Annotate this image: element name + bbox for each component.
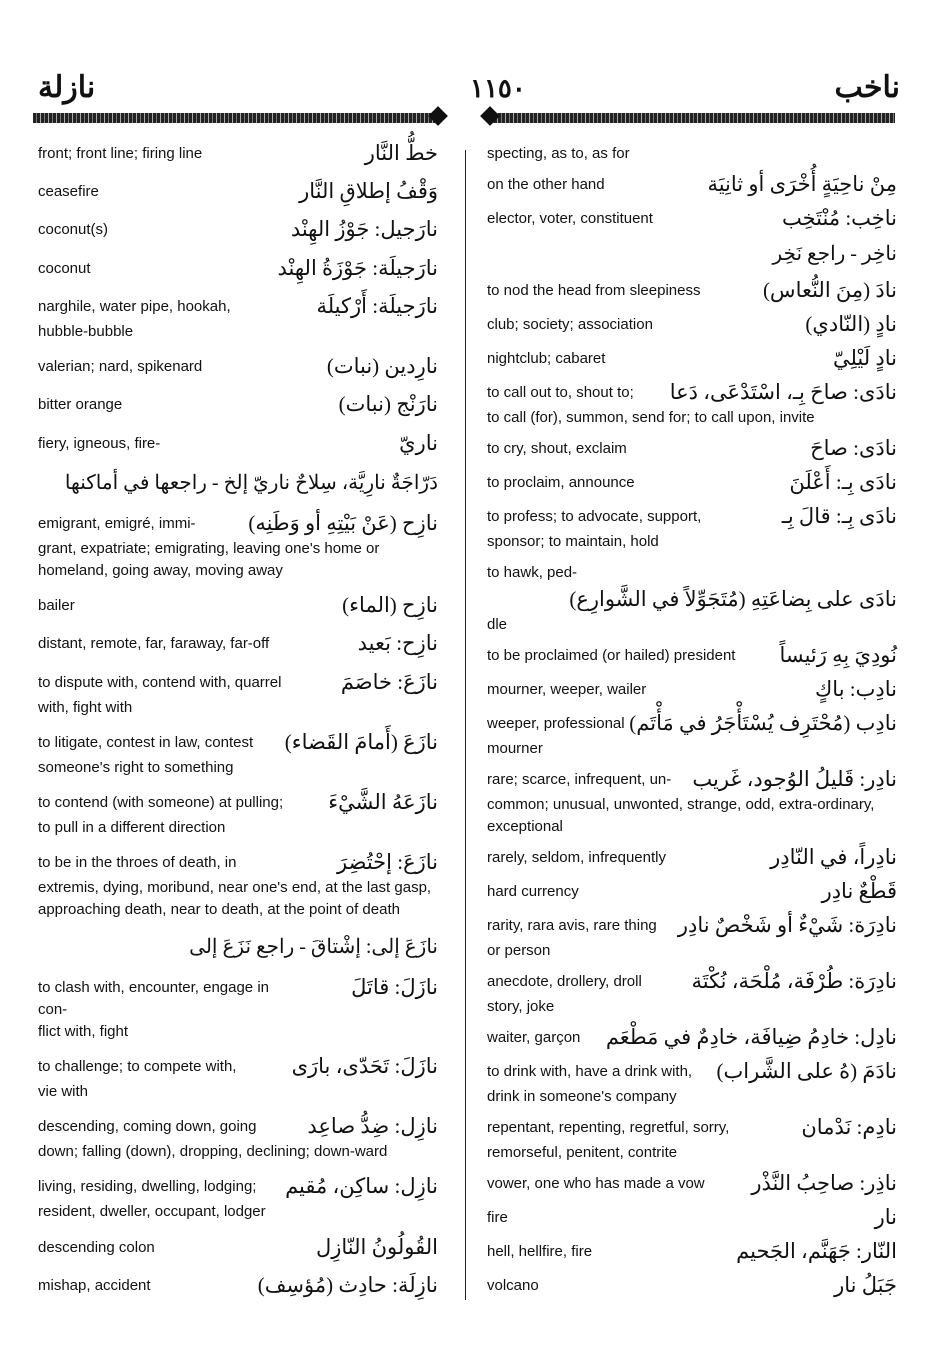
arabic-headword: نادِرَة: طُرْفَة، مُلْحَة، نُكْتَة (691, 969, 897, 993)
english-definition: narghile, water pipe, hookah, (38, 297, 231, 315)
arabic-headword: نارَجيلَة: جَوْزَةُ الهِنْد (277, 255, 438, 280)
arabic-headword: نار (874, 1205, 897, 1229)
arabic-cross-reference: نازَعَ إلى: إشْتاقَ - راجع نَزَعَ إلى (189, 935, 438, 958)
dictionary-entry (38, 727, 438, 779)
english-definition: to dispute with, contend with, quarrel (38, 673, 282, 691)
dictionary-entry (487, 1168, 897, 1198)
english-definition: rarity, rara avis, rare thing (487, 917, 657, 934)
english-definition: vower, one who has made a vow (487, 1175, 705, 1192)
english-definition: mishap, accident (38, 1276, 151, 1294)
dictionary-entry (487, 237, 897, 271)
english-definition: front; front line; firing line (38, 145, 203, 162)
arabic-headword: نازَلَ: تَحَدّى، بارَى (291, 1053, 438, 1078)
dictionary-entry (487, 640, 897, 670)
arabic-headword: نادَمَ (هُ على الشَّراب) (716, 1059, 897, 1083)
english-definition: to be proclaimed (or hailed) president (487, 647, 736, 664)
arabic-headword: نادَ (مِنَ النُّعاس) (762, 278, 897, 302)
english-definition: rare; scarce, infrequent, un- (487, 771, 672, 788)
english-definition: specting, as to, as for (487, 145, 630, 162)
arabic-headword: نُودِيَ بِهِ رَئيساً (779, 643, 897, 667)
left-column (38, 138, 438, 1300)
dictionary-entry (38, 847, 438, 921)
arabic-headword: جَبَلُ نار (834, 1273, 897, 1297)
dictionary-entry (38, 972, 438, 1043)
dictionary-entry (38, 1171, 438, 1223)
arabic-headword: نادَى بِـ: أَعْلَنَ (789, 470, 897, 494)
dictionary-entry (487, 1270, 897, 1300)
english-definition: anecdote, drollery, droll (487, 973, 642, 990)
dictionary-entry (38, 1232, 438, 1262)
dictionary-entry (38, 787, 438, 839)
arabic-headword: نازَلَ: قاتَلَ (351, 974, 438, 999)
english-definition: to clash with, encounter, engage in con- (38, 978, 269, 1018)
arabic-headword: نارَنْج (نبات) (338, 392, 438, 417)
dictionary-entry (38, 930, 438, 964)
arabic-headword: نازِح: بَعيد (357, 631, 438, 656)
english-definition: weeper, professional (487, 715, 625, 732)
arabic-headword: نازِح (عَنْ بَيْتِهِ أو وَطَنِه) (248, 510, 438, 535)
english-definition-continued: resident, dweller, occupant, lodger (38, 1203, 266, 1221)
dictionary-entry (38, 428, 438, 458)
english-definition: mourner, weeper, wailer (487, 681, 647, 698)
dictionary-entry (487, 966, 897, 1018)
english-definition: fiery, igneous, fire- (38, 434, 161, 452)
english-definition: to litigate, contest in law, contest (38, 733, 254, 751)
english-definition: descending colon (38, 1238, 155, 1256)
arabic-headword: نازَعَ (أَمامَ القَضاء) (284, 729, 438, 754)
dictionary-entry (38, 214, 438, 244)
dictionary-entry (487, 377, 897, 429)
dictionary-entry (38, 1111, 438, 1163)
guide-word-left: نازلة (38, 71, 96, 104)
arabic-headword: القُولُونُ النّازِل (316, 1234, 438, 1259)
dictionary-entry (38, 138, 438, 168)
arabic-headword: نادِرَة: شَيْءٌ أو شَخْصٌ نادِر (677, 913, 897, 937)
english-definition-continued: dle (487, 616, 508, 633)
arabic-headword: نادِب: باكٍ (814, 677, 897, 701)
english-definition: distant, remote, far, faraway, far-off (38, 635, 270, 653)
dictionary-entry (38, 291, 438, 343)
arabic-headword: نازِل: ضِدُّ صاعِد (307, 1114, 438, 1139)
english-definition-continued: to call (for), summon, send for; to call upon, invite (487, 409, 815, 426)
english-definition-continued: drink in someone's company (487, 1088, 677, 1105)
english-definition: elector, voter, constituent (487, 210, 653, 227)
english-definition: coconut(s) (38, 221, 109, 239)
dictionary-entry (487, 203, 897, 233)
english-definition: to be in the throes of death, in (38, 854, 237, 872)
english-definition: hard currency (487, 883, 579, 900)
arabic-headword: ناخِب: مُنْتَخِب (781, 206, 897, 230)
english-definition-continued: story, joke (487, 998, 555, 1015)
arabic-headword: نادَى على بِضاعَتِهِ (مُتَجَوِّلاً في الشَّوارِع) (569, 587, 897, 611)
english-definition: valerian; nard, spikenard (38, 358, 203, 376)
english-definition: to hawk, ped- (487, 564, 578, 581)
arabic-headword: نازَعَهُ الشَّيْءَ (328, 790, 438, 815)
arabic-headword: نازِلَة: حادِث (مُؤسِف) (257, 1272, 438, 1297)
arabic-headword: نازِح (الماء) (342, 593, 438, 618)
english-definition: to contend (with someone) at pulling; (38, 794, 284, 812)
arabic-headword: نازِل: ساكِن، مُقيم (285, 1174, 438, 1199)
arabic-headword: نارِدين (نبات) (326, 354, 438, 379)
dictionary-entry (487, 1236, 897, 1266)
english-definition: hell, hellfire, fire (487, 1243, 593, 1260)
arabic-headword: نادٍ (النّادي) (805, 312, 897, 336)
dictionary-entry (487, 138, 897, 165)
english-definition-continued: with, fight with (38, 698, 133, 716)
dictionary-entry (38, 667, 438, 719)
dictionary-entry (487, 1202, 897, 1232)
page-header (30, 70, 900, 110)
page-number: ١١٥٠ (470, 74, 526, 103)
header-rule-right (490, 113, 895, 123)
english-definition: to cry, shout, exclaim (487, 440, 627, 457)
arabic-headword: نادِر: قَليلُ الوُجود، غَريب (692, 767, 897, 791)
english-definition: to challenge; to compete with, (38, 1057, 237, 1075)
english-definition-continued: down; falling (down), dropping, declining; down-ward (38, 1143, 388, 1161)
english-definition: to proclaim, announce (487, 474, 635, 491)
english-definition-continued: common; unusual, unwonted, strange, odd, extra-ordinary, exceptional (487, 796, 875, 835)
dictionary-entry (487, 275, 897, 305)
english-definition: fire (487, 1209, 508, 1226)
english-definition: on the other hand (487, 176, 605, 193)
arabic-headword: نادَى بِـ: قالَ بِـ (781, 504, 897, 528)
dictionary-entry (487, 842, 897, 872)
header-rule-left (33, 113, 438, 123)
english-definition: repentant, repenting, regretful, sorry, (487, 1119, 730, 1136)
english-definition-continued: vie with (38, 1082, 89, 1100)
dictionary-entry (38, 590, 438, 620)
dictionary-entry (487, 433, 897, 463)
english-definition: bailer (38, 597, 75, 615)
dictionary-entry (487, 169, 897, 199)
dictionary-entry (487, 557, 897, 636)
arabic-headword: النّار: جَهَنَّم، الجَحيم (736, 1239, 897, 1263)
english-definition: ceasefire (38, 183, 99, 201)
dictionary-entry (38, 508, 438, 582)
english-definition: coconut (38, 259, 91, 277)
right-column (487, 138, 897, 1300)
dictionary-entry (487, 467, 897, 497)
english-definition: club; society; association (487, 316, 653, 333)
arabic-headword: نازَعَ: خاصَمَ (340, 669, 438, 694)
english-definition-continued: someone's right to something (38, 758, 234, 776)
english-definition-continued: to pull in a different direction (38, 819, 226, 837)
arabic-headword: قَطْعٌ نادِر (821, 879, 897, 903)
arabic-headword: خطُّ النَّار (364, 141, 438, 165)
english-definition: nightclub; cabaret (487, 350, 606, 367)
dictionary-entry (487, 910, 897, 962)
dictionary-entry (487, 708, 897, 760)
dictionary-entry (38, 1051, 438, 1103)
dictionary-entry (38, 466, 438, 500)
arabic-headword: نادَى: صاحَ بِـ، اسْتَدْعَى، دَعا (669, 380, 897, 404)
english-definition-continued: hubble-bubble (38, 322, 134, 340)
dictionary-entry (487, 876, 897, 906)
dictionary-entry (38, 1270, 438, 1300)
arabic-headword: نادَى: صاحَ (810, 436, 897, 460)
dictionary-entry (38, 253, 438, 283)
guide-word-right: ناخب (834, 71, 900, 104)
english-definition-continued: mourner (487, 740, 543, 757)
english-definition: living, residing, dwelling, lodging; (38, 1178, 257, 1196)
dictionary-entry (487, 1022, 897, 1052)
english-definition-continued: remorseful, penitent, contrite (487, 1144, 678, 1161)
english-definition: to call out to, shout to; (487, 384, 634, 401)
arabic-headword: وَقْفُ إطلاقِ النَّار (299, 179, 438, 204)
arabic-headword: نازَعَ: إحْتُضِرَ (337, 850, 438, 875)
dictionary-entry (38, 628, 438, 658)
dictionary-entry (487, 764, 897, 838)
english-definition-continued: or person (487, 942, 551, 959)
arabic-headword: ناذِر: صاحِبُ النَّذْر (751, 1171, 897, 1195)
dictionary-entry (487, 1112, 897, 1164)
arabic-headword: مِنْ ناحِيَةٍ أُخْرَى أو ثانِيَة (707, 172, 897, 196)
arabic-headword: نادِم: نَدْمان (801, 1115, 897, 1139)
arabic-headword: ناريّ (399, 430, 438, 455)
arabic-headword: نارَجيلَة: أَرْكيلَة (316, 293, 438, 318)
english-definition: to profess; to advocate, support, (487, 508, 702, 525)
arabic-headword: نادٍ لَيْلِيّ (832, 346, 897, 370)
arabic-cross-reference: ناخِر - راجع نَخِر (772, 243, 897, 265)
english-definition: descending, coming down, going (38, 1118, 257, 1136)
english-definition: volcano (487, 1277, 539, 1294)
arabic-headword: نارَجيل: جَوْزُ الهِنْد (290, 217, 438, 242)
english-definition-continued: flict with, fight (38, 1022, 129, 1040)
english-definition-continued: extremis, dying, moribund, near one's end, at the last gasp, approaching death, near to death, at the point of death (38, 879, 432, 919)
arabic-headword: نادِل: خادِمُ ضِيافَة، خادِمٌ في مَطْعَم (605, 1025, 897, 1049)
english-definition: waiter, garçon (487, 1029, 581, 1046)
column-divider (465, 150, 466, 1300)
dictionary-entry (487, 309, 897, 339)
dictionary-entry (38, 351, 438, 381)
arabic-headword: نادِب (مُحْتَرِف يُسْتَأْجَرُ في مَأْتَم) (629, 711, 897, 735)
dictionary-entry (487, 1056, 897, 1108)
english-definition: bitter orange (38, 396, 123, 414)
english-definition: to drink with, have a drink with, (487, 1063, 693, 1080)
english-definition-continued: grant, expatriate; emigrating, leaving one's home or homeland, going away, moving away (38, 539, 380, 579)
dictionary-entry (38, 389, 438, 419)
dictionary-entry (487, 343, 897, 373)
dictionary-entry (38, 176, 438, 206)
dictionary-entry (487, 501, 897, 553)
dictionary-entry (487, 674, 897, 704)
english-definition: emigrant, emigré, immi- (38, 514, 196, 532)
arabic-cross-reference: دَرّاجَةٌ نارِيَّة، سِلاحٌ ناريّ إلخ - راجعها في أماكنها (64, 471, 438, 494)
english-definition: to nod the head from sleepiness (487, 282, 701, 299)
english-definition-continued: sponsor; to maintain, hold (487, 533, 659, 550)
english-definition: rarely, seldom, infrequently (487, 849, 666, 866)
arabic-headword: نادِراً، في النّادِر (770, 845, 897, 869)
